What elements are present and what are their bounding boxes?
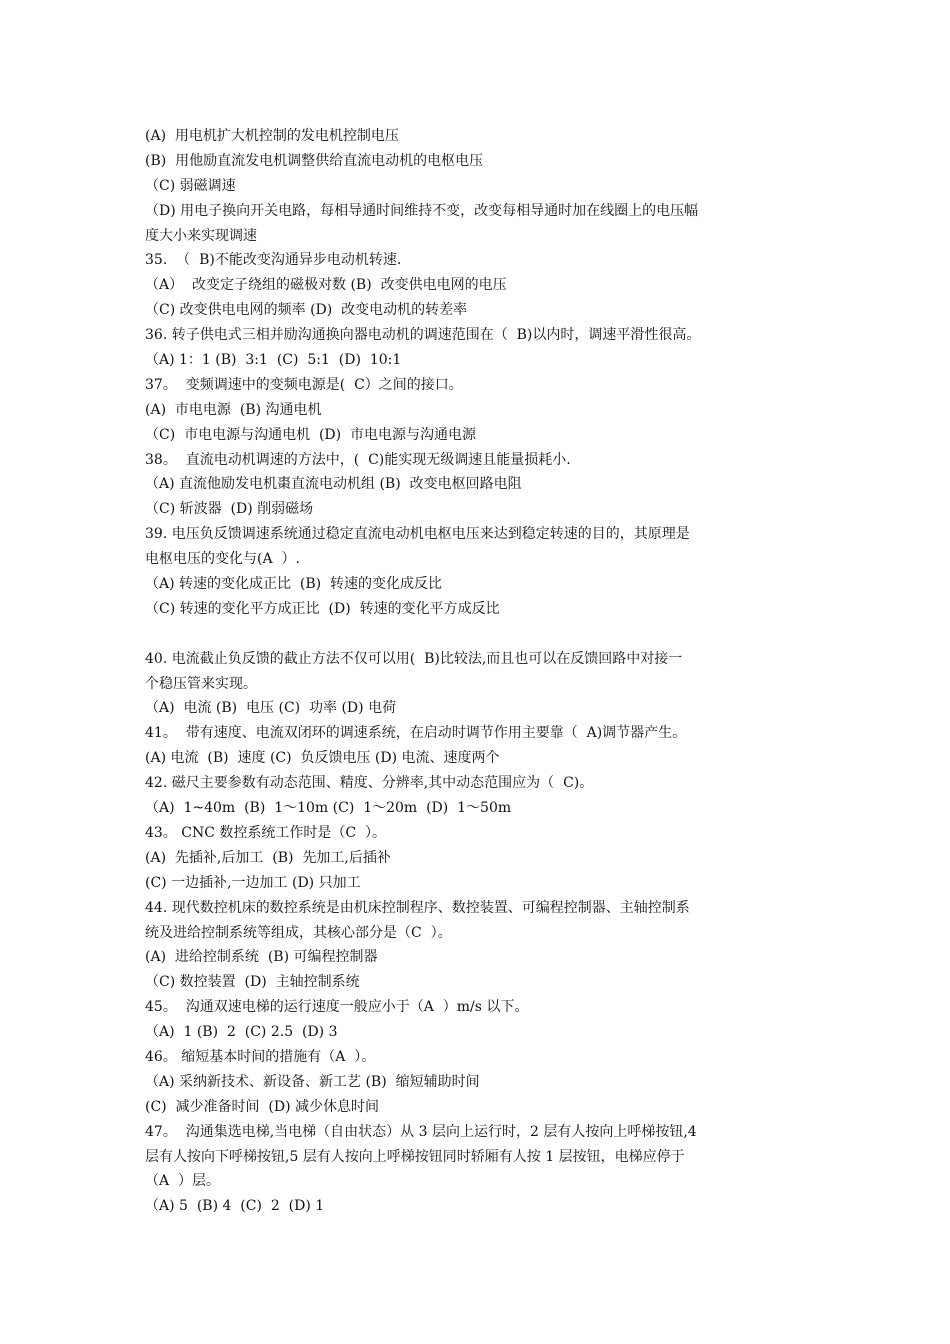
text-line: （A) 5 (B) 4 (C) 2 (D) 1 <box>145 1198 325 1215</box>
text-line: 统及进给控制系统等组成，其核心部分是（C ）。 <box>145 924 452 941</box>
text-line: 度大小来实现调速 <box>145 227 257 244</box>
text-line: 38。 直流电动机调速的方法中，( C)能实现无级调速且能量损耗小. <box>145 451 571 468</box>
text-line: 45。 沟通双速电梯的运行速度一般应小于（A ）m/s 以下。 <box>145 999 529 1016</box>
text-line: 46。 缩短基本时间的措施有（A ）。 <box>145 1048 376 1065</box>
text-line: （A) 电流 (B) 电压 (C) 功率 (D) 电荷 <box>145 700 397 717</box>
text-line: （A） 改变定子绕组的磁极对数 (B) 改变供电电网的电压 <box>145 277 507 294</box>
text-line: 电枢电压的变化与(A ）. <box>145 551 300 568</box>
text-line: （C) 弱磁调速 <box>145 177 236 194</box>
text-line: 47。 沟通集选电梯,当电梯（自由状态）从 3 层向上运行时，2 层有人按向上呼梯按钮,4 <box>145 1123 697 1140</box>
text-line: （C) 市电电源与沟通电机 (D) 市电电源与沟通电源 <box>145 426 477 443</box>
text-line: （C) 数控装置 (D) 主轴控制系统 <box>145 974 360 991</box>
text-line: (A) 电流 (B) 速度 (C) 负反馈电压 (D) 电流、速度两个 <box>145 750 500 767</box>
text-line: （C) 转速的变化平方成正比 (D) 转速的变化平方成反比 <box>145 600 500 617</box>
question-text-block <box>145 124 815 1219</box>
text-line: 44. 现代数控机床的数控系统是由机床控制程序、数控装置、可编程控制器、主轴控制系 <box>145 899 690 916</box>
text-line: （C) 斩波器 (D) 削弱磁场 <box>145 501 314 518</box>
text-line: （A) 1：1 (B) 3:1 (C) 5:1 (D) 10:1 <box>145 352 402 369</box>
text-line: (A) 市电电源 (B) 沟通电机 <box>145 401 322 418</box>
blank-line <box>145 622 815 647</box>
text-line: （D) 用电子换向开关电路，每相导通时间维持不变，改变每相导通时加在线圈上的电压幅 <box>145 202 699 219</box>
text-line: 42. 磁尺主要参数有动态范围、精度、分辨率,其中动态范围应为（ C)。 <box>145 775 594 792</box>
text-line: （A) 1~40m (B) 1～10m (C) 1～20m (D) 1～50m <box>145 800 512 817</box>
text-line: （A) 采纳新技术、新设备、新工艺 (B) 缩短辅助时间 <box>145 1073 480 1090</box>
text-line: 37。 变频调速中的变频电源是( C）之间的接口。 <box>145 376 463 393</box>
text-line: （C) 改变供电电网的频率 (D) 改变电动机的转差率 <box>145 302 468 319</box>
text-line: 39. 电压负反馈调速系统通过稳定直流电动机电枢电压来达到稳定转速的目的，其原理是 <box>145 526 690 543</box>
text-line: (C) 一边插补,一边加工 (D) 只加工 <box>145 874 361 891</box>
text-line: 43。 CNC 数控系统工作时是（C ）。 <box>145 824 387 841</box>
text-line: 层有人按向下呼梯按钮,5 层有人按向上呼梯按钮同时轿厢有人按 1 层按钮，电梯应停于 <box>145 1148 685 1165</box>
text-line: 36. 转子供电式三相并励沟通换向器电动机的调速范围在（ B)以内时，调速平滑性很高。 <box>145 327 701 344</box>
text-line: （A ）层。 <box>145 1173 221 1190</box>
text-line: (C) 减少准备时间 (D) 减少休息时间 <box>145 1098 380 1115</box>
text-line: （A) 1 (B) 2 (C) 2.5 (D) 3 <box>145 1024 338 1041</box>
text-line: （A) 直流他励发电机棗直流电动机组 (B) 改变电枢回路电阻 <box>145 476 522 493</box>
text-line: 41。 带有速度、电流双闭环的调速系统，在启动时调节作用主要靠（ A)调节器产生。 <box>145 725 687 742</box>
text-line: (A) 进给控制系统 (B) 可编程控制器 <box>145 949 378 966</box>
text-line: (A) 先插补,后加工 (B) 先加工,后插补 <box>145 849 391 866</box>
text-line: 40. 电流截止负反馈的截止方法不仅可以用( B)比较法,而且也可以在反馈回路中对接一 <box>145 650 683 667</box>
text-line: (B) 用他励直流发电机调整供给直流电动机的电枢电压 <box>145 152 484 169</box>
text-line: （A) 转速的变化成正比 (B) 转速的变化成反比 <box>145 576 443 593</box>
text-line: 个稳压管来实现。 <box>145 675 257 692</box>
text-line: 35. （ B)不能改变沟通异步电动机转速. <box>145 252 402 269</box>
text-line: (A) 用电机扩大机控制的发电机控制电压 <box>145 128 399 144</box>
